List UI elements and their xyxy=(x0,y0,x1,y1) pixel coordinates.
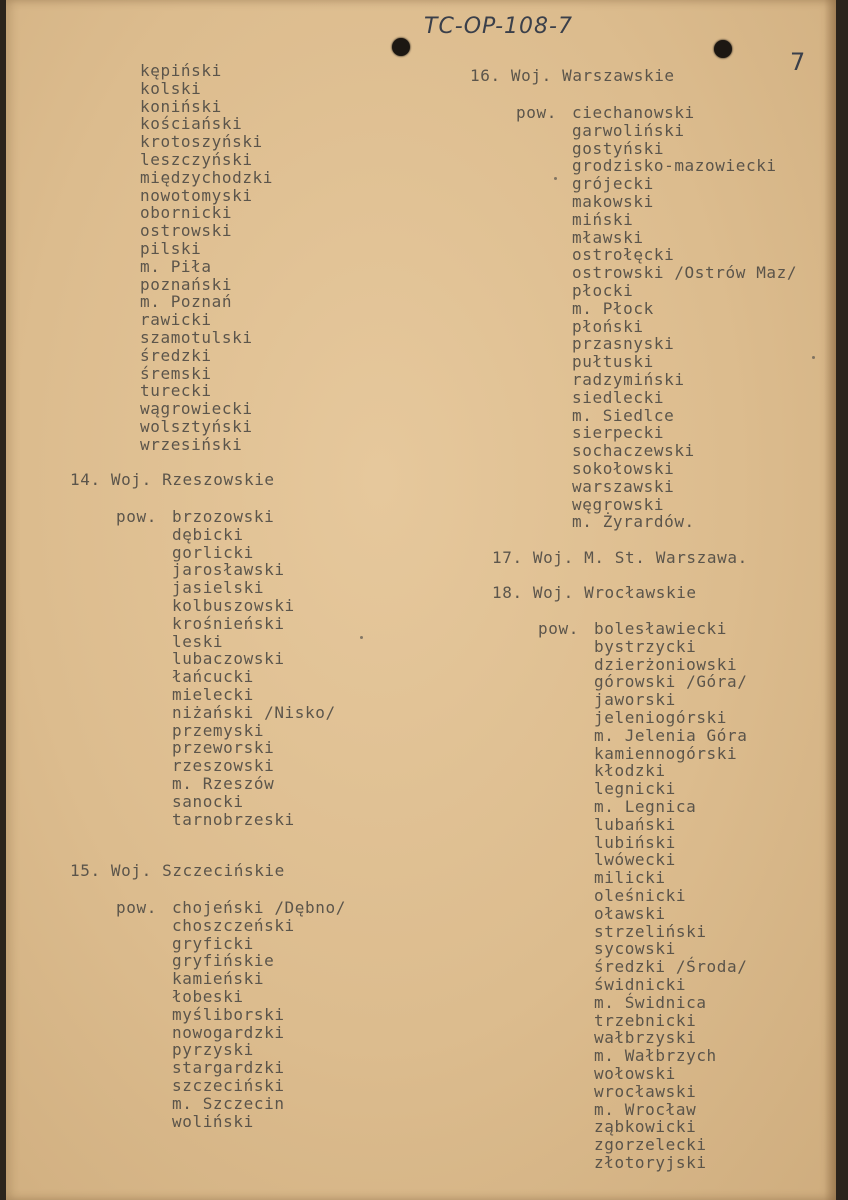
district-item: woliński xyxy=(172,1111,254,1131)
district-item: siedlecki xyxy=(572,387,665,407)
district-item: wolsztyński xyxy=(140,416,253,436)
district-item: nowotomyski xyxy=(140,185,253,205)
district-item: kłodzki xyxy=(594,761,666,781)
district-item: turecki xyxy=(140,381,212,401)
district-item: oławski xyxy=(594,903,666,923)
district-item: bystrzycki xyxy=(594,636,697,656)
section-15-list xyxy=(172,899,346,1130)
district-item: brzozowski xyxy=(172,507,275,526)
district-item: kolbuszowski xyxy=(172,595,295,615)
district-item: m. Świdnica xyxy=(594,992,707,1012)
district-item: kępiński xyxy=(140,61,222,80)
district-item: m. Wałbrzych xyxy=(594,1046,717,1066)
district-item: zgorzelecki xyxy=(594,1135,707,1155)
stray-mark xyxy=(360,636,363,639)
district-item: lubiński xyxy=(594,832,676,852)
district-item: leski xyxy=(172,631,224,651)
district-item: makowski xyxy=(572,191,654,211)
district-item: płocki xyxy=(572,280,634,300)
district-item: lubański xyxy=(594,814,676,834)
district-item: przasnyski xyxy=(572,334,675,354)
district-item: grodzisko-mazowiecki xyxy=(572,156,777,176)
district-item: tarnobrzeski xyxy=(172,809,295,829)
district-item: łobeski xyxy=(172,986,244,1006)
page-edge-shadow xyxy=(824,0,836,1200)
district-item: płoński xyxy=(572,316,644,336)
district-item: grójecki xyxy=(572,174,654,194)
district-item: m. Jelenia Góra xyxy=(594,725,748,745)
district-item: m. Poznań xyxy=(140,292,233,312)
district-item: wągrowiecki xyxy=(140,399,253,419)
district-item: szczeciński xyxy=(172,1075,285,1095)
district-item: m. Piła xyxy=(140,256,212,276)
district-item: szamotulski xyxy=(140,327,253,347)
district-item: sokołowski xyxy=(572,458,675,478)
district-item: obornicki xyxy=(140,203,233,223)
district-item: ząbkowicki xyxy=(594,1117,697,1137)
district-item: m. Siedlce xyxy=(572,405,675,425)
district-item: lwówecki xyxy=(594,850,676,870)
district-item: przemyski xyxy=(172,720,265,740)
district-item: jasielski xyxy=(172,578,265,598)
district-item: ostrowski xyxy=(140,221,233,241)
district-item: wrocławski xyxy=(594,1081,697,1101)
page-number: 7 xyxy=(790,48,807,76)
district-item: łańcucki xyxy=(172,667,254,687)
district-item: jarosławski xyxy=(172,560,285,580)
district-item: m. Płock xyxy=(572,298,654,318)
district-item: złotoryjski xyxy=(594,1152,707,1172)
district-item: gryficki xyxy=(172,933,254,953)
district-item: m. Rzeszów xyxy=(172,773,275,793)
section-14-list xyxy=(172,508,336,828)
district-item: jeleniogórski xyxy=(594,707,728,727)
document-page xyxy=(6,0,836,1200)
district-item: gryfińskie xyxy=(172,951,275,971)
section-17-heading: 17. Woj. M. St. Warszawa. xyxy=(492,548,748,567)
section-16-prefix: pow. xyxy=(516,103,557,122)
district-item: gorlicki xyxy=(172,542,254,562)
stray-mark xyxy=(812,356,815,359)
district-item: górowski /Góra/ xyxy=(594,672,748,692)
district-item: ciechanowski xyxy=(572,103,695,122)
district-item: dzierżoniowski xyxy=(594,654,738,674)
district-item: m. Wrocław xyxy=(594,1099,697,1119)
district-item: pułtuski xyxy=(572,352,654,372)
district-item: chojeński /Dębno/ xyxy=(172,898,346,917)
district-item: m. Szczecin xyxy=(172,1093,285,1113)
district-item: krośnieński xyxy=(172,613,285,633)
district-item: śremski xyxy=(140,363,212,383)
district-item: mielecki xyxy=(172,684,254,704)
district-item: węgrowski xyxy=(572,494,665,514)
district-item: kamiennogórski xyxy=(594,743,738,763)
district-item: jaworski xyxy=(594,690,676,710)
punch-hole-right xyxy=(714,40,732,58)
document-reference: TC-OP-108-7 xyxy=(424,14,573,39)
district-item: krotoszyński xyxy=(140,132,263,152)
section-18-heading: 18. Woj. Wrocławskie xyxy=(492,583,697,602)
district-item: przeworski xyxy=(172,738,275,758)
district-item: miński xyxy=(572,209,634,229)
district-item: kamieński xyxy=(172,969,265,989)
district-item: radzymiński xyxy=(572,369,685,389)
district-item: ostrowski /Ostrów Maz/ xyxy=(572,263,798,283)
district-item: legnicki xyxy=(594,779,676,799)
section-18-list xyxy=(594,620,748,1172)
district-item: m. Legnica xyxy=(594,796,697,816)
district-item: mławski xyxy=(572,227,644,247)
district-item: międzychodzki xyxy=(140,167,274,187)
district-item: wołowski xyxy=(594,1063,676,1083)
district-item: gostyński xyxy=(572,138,665,158)
district-item: średzki /Środa/ xyxy=(594,957,748,977)
district-item: rzeszowski xyxy=(172,756,275,776)
section-15-heading: 15. Woj. Szczecińskie xyxy=(70,861,285,880)
district-item: kościański xyxy=(140,114,243,134)
district-item: choszczeński xyxy=(172,915,295,935)
district-item: sanocki xyxy=(172,791,244,811)
district-item: myśliborski xyxy=(172,1004,285,1024)
district-item: poznański xyxy=(140,274,233,294)
district-item: ostrołęcki xyxy=(572,245,675,265)
district-item: świdnicki xyxy=(594,974,687,994)
district-item: wałbrzyski xyxy=(594,1028,697,1048)
section-16-list xyxy=(572,104,797,531)
district-item: oleśnicki xyxy=(594,885,687,905)
section-18-prefix: pow. xyxy=(538,619,579,638)
section-14-prefix: pow. xyxy=(116,507,157,526)
section-15-prefix: pow. xyxy=(116,898,157,917)
district-item: leszczyński xyxy=(140,149,253,169)
punch-hole-left xyxy=(392,38,410,56)
district-item: średzki xyxy=(140,345,212,365)
district-item: niżański /Nisko/ xyxy=(172,702,336,722)
district-item: dębicki xyxy=(172,524,244,544)
district-item: garwoliński xyxy=(572,120,685,140)
district-item: pilski xyxy=(140,238,202,258)
section-16-heading: 16. Woj. Warszawskie xyxy=(470,66,675,85)
district-item: pyrzyski xyxy=(172,1040,254,1060)
district-item: trzebnicki xyxy=(594,1010,697,1030)
district-item: warszawski xyxy=(572,476,675,496)
district-item: sycowski xyxy=(594,939,676,959)
stray-mark xyxy=(554,177,557,180)
district-item: rawicki xyxy=(140,310,212,330)
district-item: stargardzki xyxy=(172,1058,285,1078)
district-item: lubaczowski xyxy=(172,649,285,669)
district-item: milicki xyxy=(594,868,666,888)
district-item: m. Żyrardów. xyxy=(572,512,695,532)
district-item: koniński xyxy=(140,96,222,116)
district-item: sochaczewski xyxy=(572,441,695,461)
district-item: bolesławiecki xyxy=(594,619,728,638)
district-item: strzeliński xyxy=(594,921,707,941)
district-item: kolski xyxy=(140,78,202,98)
district-item: nowogardzki xyxy=(172,1022,285,1042)
district-item: sierpecki xyxy=(572,423,665,443)
section-14-heading: 14. Woj. Rzeszowskie xyxy=(70,470,275,489)
continuation-list xyxy=(140,62,273,454)
district-item: wrzesiński xyxy=(140,434,243,454)
